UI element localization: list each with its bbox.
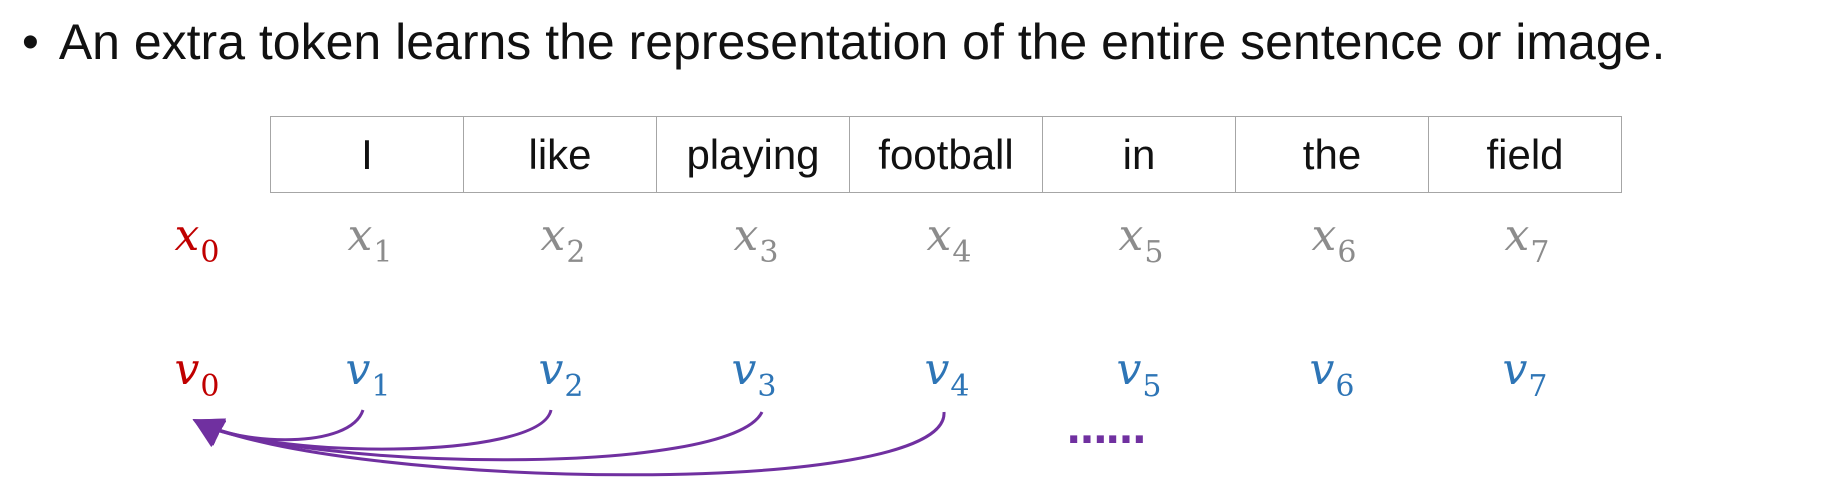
input-variable: $x_1$: [347, 210, 393, 270]
output-variable: $v_5$: [1116, 344, 1162, 404]
bullet-text: An extra token learns the representation of the entire sentence or image.: [58, 14, 1666, 70]
token-cell: football: [849, 117, 1042, 192]
token-cell: like: [463, 117, 656, 192]
token-cell: playing: [656, 117, 849, 192]
input-variable: $x_3$: [733, 210, 779, 270]
input-variable: $x_7$: [1504, 210, 1550, 270]
arrow-from-v3: [198, 412, 762, 460]
output-variable: $v_4$: [924, 344, 970, 404]
input-cls-variable: $x_0$: [174, 210, 220, 270]
token-cell: the: [1235, 117, 1428, 192]
arrow-from-v2: [198, 410, 551, 449]
arrow-from-v1: [198, 410, 363, 440]
output-variable: $v_7$: [1502, 344, 1548, 404]
ellipsis: ……: [1067, 407, 1145, 453]
token-cell: in: [1042, 117, 1235, 192]
token-cell: I: [361, 130, 373, 178]
token-cell: field: [1428, 117, 1621, 192]
output-variable: $v_2$: [538, 344, 584, 404]
output-cls-variable: $v_0$: [174, 344, 220, 404]
input-variable: $x_6$: [1311, 210, 1357, 270]
input-variable: $x_5$: [1118, 210, 1164, 270]
arrow-from-v4: [198, 412, 944, 475]
output-variable: $v_6$: [1309, 344, 1355, 404]
bullet-icon: •: [22, 15, 39, 69]
input-variable: $x_2$: [540, 210, 586, 270]
output-variable: $v_1$: [345, 344, 391, 404]
output-variable: $v_3$: [731, 344, 777, 404]
input-variable: $x_4$: [926, 210, 972, 270]
